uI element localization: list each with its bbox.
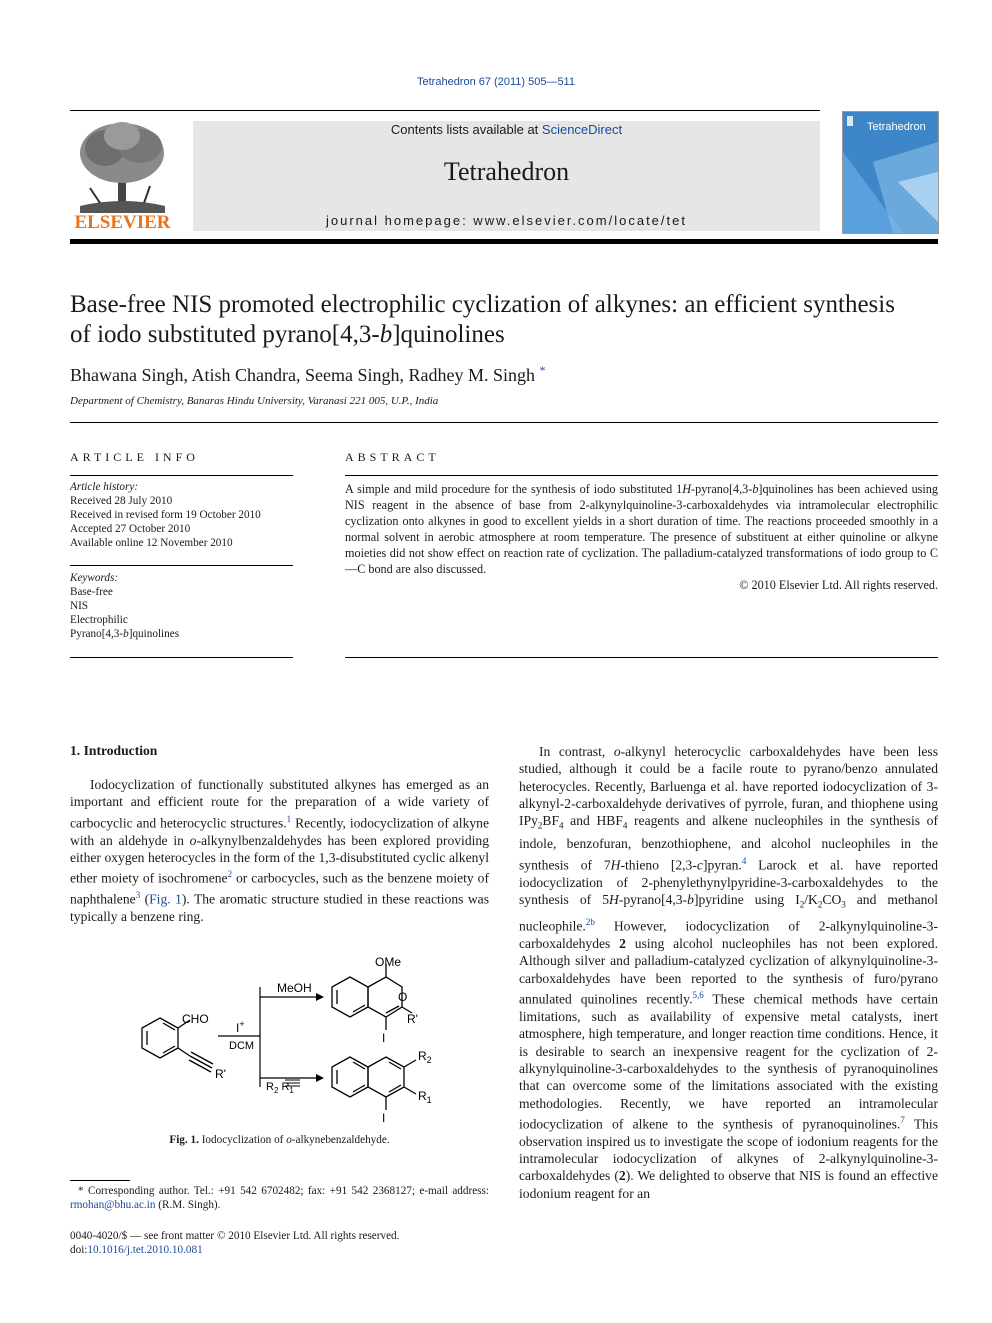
abstract-rule [345,657,938,658]
history-label: Article history: [70,481,139,493]
abstract-rule [345,475,938,476]
text-run: -alkynyl heterocyclic carboxaldehydes have been less studied, although it could be a facile route to pyrano/benzo annulated heterocycles. Recently, Barluenga et al. have reported iodocyclization of 3-alkynyl-2-carboxaldehyde derivatives of pyrrole, furan, and thiophene using IPy [519,744,938,829]
compound-number: 2 [618,1168,626,1184]
author-list: Bhawana Singh, Atish Chandra, Seema Singh, Radhey M. Singh [70,365,535,385]
reference-link[interactable]: 2b [585,917,595,928]
text-run: ). The aromatic structure studied in these reactions was typically a benzene ring. [70,891,489,924]
title-line-2 [70,320,940,350]
title-bottom-rule [70,422,938,423]
elsevier-wordmark: ELSEVIER [74,212,171,233]
reference-link[interactable]: 7 [900,1114,905,1125]
footnote [70,1184,489,1212]
abstract-copyright: © 2010 Elsevier Ltd. All rights reserved. [739,578,938,592]
ome-label: OMe [375,955,402,969]
history-received: Received 28 July 2010 [70,495,173,507]
text-run: Iodocyclization of functionally substituted alkynes has emerged as an important and efficient route for the preparation of a wide variety of carbocyclic and heterocyclic structures. [70,777,489,831]
journal-cover [842,111,939,234]
intro-right-paragraph [519,743,938,1202]
alkyne-label: $R_2$ $R_1$ [266,1081,294,1095]
doi-line [70,1243,399,1257]
text-run: However, iodocyclization of 2-alkynylquinoline-3-carboxaldehydes [519,918,938,951]
title-part: of iodo substituted pyrano[4,3- [70,321,380,348]
keyword-italic: b [123,628,129,640]
text-run: CO [822,892,842,907]
text-run: and methanol nucleophile. [519,892,938,934]
footnote-rule [70,1180,130,1181]
italic-run: H [610,857,621,873]
text-run: BF [542,813,560,829]
caption-label: Fig. 1. [169,1134,199,1146]
italic-run: o [613,744,621,759]
text-run: and HBF [563,813,623,829]
compound-number: 2 [619,935,626,951]
caption-text: Iodocyclization of [198,1134,287,1146]
text-run: reagents and alkene nucleophiles in the synthesis of indole, benzofuran, benzothiophene, and alcohol nucleophiles in the synthesis of 7 [519,813,938,873]
keyword: Electrophilic [70,614,128,626]
iodo-label-2: I [382,1111,386,1125]
keyword-part: Pyrano[4,3- [70,628,124,640]
text-run: This observation inspired us to investigate the scope of iodonium reagents for the intramolecular iodocyclization of alkynes of 2-alkynylquinoline-3-carboxaldehydes ( [519,1116,938,1184]
journal-banner [193,121,820,231]
text-run: using alcohol nucleophiles has not been explored. Although silver and palladium-catalyzed cyclization of alkynylquinoline-3-carboxaldehydes have been reported to the synthesis of furo/pyrano annulated quinolines recently. [519,935,938,1007]
doi-link[interactable]: 10.1016/j.tet.2010.10.081 [87,1244,203,1256]
journal-citation[interactable]: Tetrahedron 67 (2011) 505—511 [417,76,575,88]
text-run: ]pyran. [702,857,742,873]
text-run: Recently, iodocyclization of alkyne with an aldehyde in [70,815,489,848]
footnote-mark: * [78,1185,84,1197]
subscript: 4 [559,821,564,832]
title-line-1: Base-free NIS promoted electrophilic cyclization of alkynes: an efficient synthesis [70,291,895,318]
info-rule [70,475,293,476]
reference-link[interactable]: 4 [741,855,747,866]
sciencedirect-link[interactable]: ScienceDirect [541,122,623,137]
footnote-text: (R.M. Singh). [155,1199,221,1211]
abstract-part: ]quinolines has been achieved using NIS reagent in the absence of base from 2-alkynylquinoline-3-carboxaldehydes via intramolecular electrophilic cyclization onto alkynes in good to excellent yields in a short duration of time. The reactions proceeded smoothly in a normal solvent in aerobic atmosphere at room temperature. The presence of substituent at either quinoline or alkyne moieties did not show effect on reaction rate of cyclization. The palladium-catalyzed transformations of iodo group to C—C bond are also discussed. [345,482,938,576]
info-rule [70,657,293,658]
text-run: ]pyridine using I [693,892,800,907]
article-info [70,450,293,640]
history-accepted: Accepted 27 October 2010 [70,523,191,535]
header-thick-rule [70,239,938,244]
abstract-italic: H [682,482,692,496]
subscript: 2 [537,821,543,832]
text-run: -thieno [2,3- [620,857,697,873]
keyword [70,627,179,641]
intro-left-paragraph [70,776,489,925]
keywords-label: Keywords: [70,572,119,584]
text-run: or carbocycles, such as the benzene moiety of naphthalene [70,870,489,907]
abstract-part: A simple and mild procedure for the synthesis of iodo substituted 1 [345,482,683,496]
dcm-label: DCM [229,1040,255,1052]
footnote-text: Corresponding author. Tel.: +91 542 6702482; fax: +91 542 2368127; e-mail address: [83,1185,489,1197]
title-italic-b: b [379,321,393,348]
elsevier-tree-icon [70,118,175,213]
text-run: /K [804,892,818,907]
abstract-heading: ABSTRACT [345,450,440,464]
doi-prefix: doi: [70,1244,88,1256]
journal-name: Tetrahedron [443,157,570,186]
text-run: These chemical methods have certain limitations, such as availability of expensive metal catalysts, inert atmosphere, high temperature, and longer reaction time conditions. Hence, it is desirable to search an inexpensive reagent for the cyclization of 2-alkynylquinoline-3-carboxaldehydes to the synthesis of pyranoquinolines that can overcome some of the limitations associated with the existing methodologies. Recently, we have reported an intramolecular iodocyclization of alkene to the synthesis of pyranoquinolines. [519,991,938,1132]
info-rule [70,565,293,566]
intro-heading: 1. Introduction [70,743,158,758]
r-prime-label: R' [215,1067,226,1081]
italic-run: o [189,832,197,848]
reference-link[interactable]: 1 [286,813,292,824]
author-email-link[interactable]: rmohan@bhu.ac.in [70,1199,156,1211]
elsevier-logo [70,118,175,233]
contents-prefix: Contents lists available at [390,122,542,137]
reference-link[interactable]: 2 [227,869,233,880]
article-history [70,480,261,550]
reference-link[interactable]: 3 [135,890,141,901]
figure-1-caption [70,1134,489,1146]
abstract-text [345,481,938,593]
figure-link[interactable]: Fig. 1 [149,891,182,907]
intro-right-text [519,743,938,1202]
title-part: ]quinolines [392,321,505,348]
keyword-part: ]quinolines [128,628,180,640]
reaction-scheme [120,950,450,1125]
keyword: NIS [70,600,89,612]
text-run: In contrast, [539,744,614,759]
history-online: Available online 12 November 2010 [70,537,233,549]
italic-run: b [687,892,694,907]
text-run: Larock et al. have reported iodocyclization of 2-phenylethynylpyridine-3-carboxaldehydes to the synthesis of 5 [519,857,939,907]
naphthalene-structure [332,1057,416,1110]
authors [70,363,545,386]
cover-title: Tetrahedron [867,121,926,133]
italic-run: c [696,857,703,873]
footer [70,1229,399,1257]
r1-label: $R_1$ [418,1089,432,1105]
oxygen-label: O [398,990,408,1004]
keywords [70,571,179,641]
keyword: Base-free [70,586,113,598]
intro-left-text [70,776,489,925]
journal-homepage[interactable]: journal homepage: www.elsevier.com/locate/tet [326,213,687,228]
italic-run: H [608,892,619,907]
abstract [345,450,938,592]
affiliation: Department of Chemistry, Banaras Hindu University, Varanasi 221 005, U.P., India [70,395,439,407]
figure-1 [120,950,450,1125]
r2-label: $R_2$ [418,1049,432,1065]
caption-italic: o [286,1134,292,1146]
history-revised: Received in revised form 19 October 2010 [70,509,261,521]
iodo-label: I [382,1031,386,1045]
article-info-heading: ARTICLE INFO [70,450,199,464]
header-top-rule [70,110,820,111]
r-prime-product-label: R' [407,1012,418,1026]
text-run: -alkynylbenzaldehydes has been explored providing either oxygen heterocycles in the form of the 1,3-disubstituted cyclic alkenyl ether moiety of isochromene [70,832,489,886]
subscript: 4 [622,821,628,832]
text-run: ). We delighted to observe that NIS is found an effective iodonium reagent for an [519,1168,938,1201]
text-run: -pyrano[4,3- [618,892,688,907]
subscript: 2 [817,899,823,910]
cho-label: CHO [182,1012,209,1026]
benzaldehyde-structure [142,1018,213,1072]
abstract-italic: b [752,482,759,496]
subscript: 2 [799,899,805,910]
iodonium-label: I+ [236,1019,245,1035]
front-matter: 0040-4020/$ — see front matter © 2010 Elsevier Ltd. All rights reserved. [70,1230,400,1242]
text-run: ( [140,891,150,907]
meoh-label: MeOH [277,981,312,995]
subscript: 3 [841,899,846,910]
corresponding-author-mark[interactable]: * [539,363,546,377]
abstract-part: -pyrano[4,3- [691,482,753,496]
reference-link[interactable]: 5,6 [692,989,704,1000]
caption-text: -alkynebenzaldehyde. [291,1134,390,1146]
contents-line [193,122,820,137]
article-title [70,290,940,350]
